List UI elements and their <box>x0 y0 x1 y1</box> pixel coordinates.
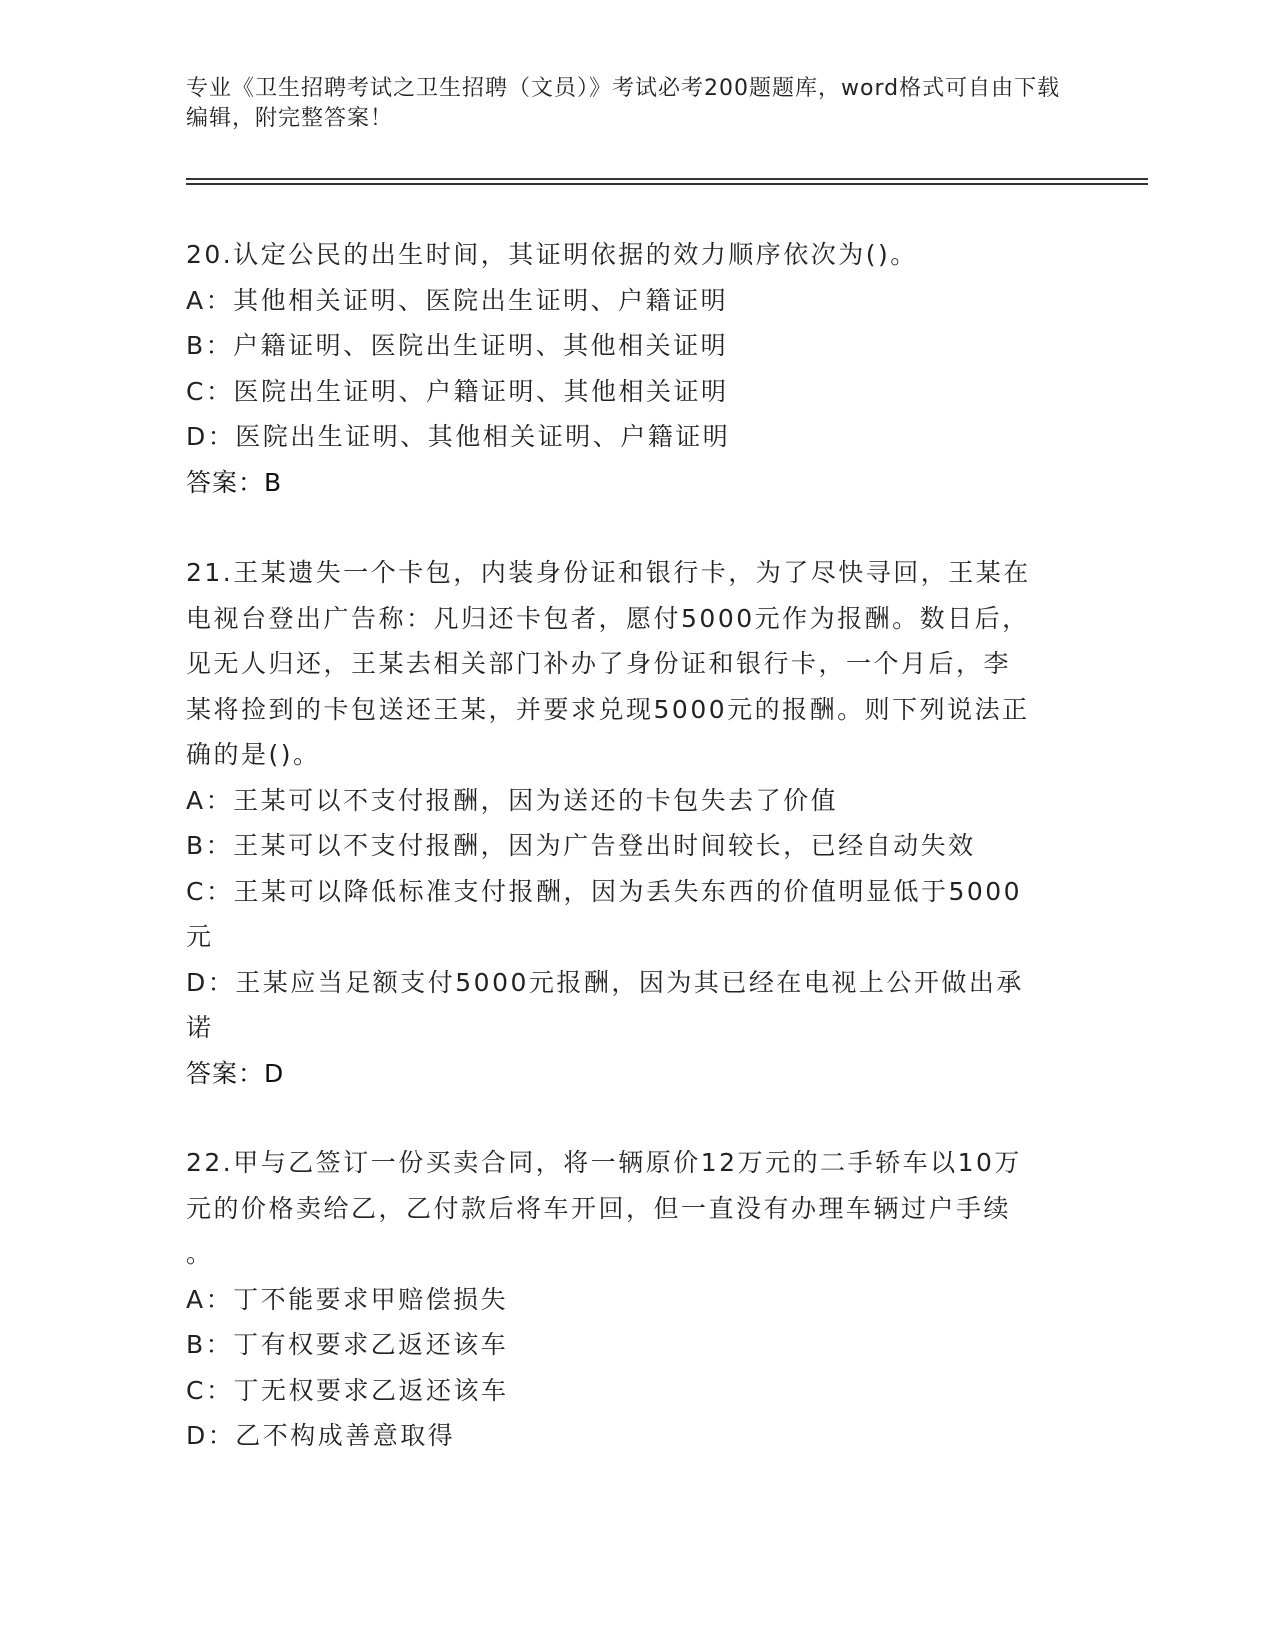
header-divider-top <box>186 178 1148 180</box>
option-d: D：乙不构成善意取得 <box>186 1421 456 1450</box>
option-c: C：王某可以降低标准支付报酬，因为丢失东西的价值明显低于5000 <box>186 876 1023 906</box>
option-b: B：户籍证明、医院出生证明、其他相关证明 <box>186 331 729 360</box>
header-divider-bottom <box>186 183 1148 185</box>
option-a: A：丁不能要求甲赔偿损失 <box>186 1284 509 1314</box>
question-stem-line: 21.王某遗失一个卡包，内装身份证和银行卡，为了尽快寻回，王某在 <box>186 558 1031 587</box>
option-a: A：王某可以不支付报酬，因为送还的卡包失去了价值 <box>186 785 839 815</box>
question-20 <box>186 232 1066 505</box>
option-a: A：其他相关证明、医院出生证明、户籍证明 <box>186 285 729 315</box>
option-d: D：王某应当足额支付5000元报酬，因为其已经在电视上公开做出承 <box>186 967 1024 997</box>
option-c: C：丁无权要求乙返还该车 <box>186 1375 509 1405</box>
header-intro-text: 专业《卫生招聘考试之卫生招聘（文员）》考试必考200题题库，word格式可自由下载编辑，附完整答案！ <box>186 76 1061 131</box>
question-stem-line: 见无人归还，王某去相关部门补办了身份证和银行卡，一个月后，李 <box>186 649 1012 678</box>
question-stem-line: 某将捡到的卡包送还王某，并要求兑现5000元的报酬。则下列说法正 <box>186 694 1030 724</box>
option-b: B：丁有权要求乙返还该车 <box>186 1330 509 1359</box>
question-21 <box>186 550 1066 1096</box>
option-c-continued: 元 <box>186 922 214 951</box>
question-stem-line: 元的价格卖给乙，乙付款后将车开回，但一直没有办理车辆过户手续 <box>186 1193 1012 1223</box>
answer-line: 答案：D <box>186 1058 285 1088</box>
question-22 <box>186 1140 1066 1459</box>
option-d: D：医院出生证明、其他相关证明、户籍证明 <box>186 422 731 451</box>
question-stem-line: 。 <box>186 1239 214 1268</box>
document-header <box>186 74 1066 134</box>
option-b: B：王某可以不支付报酬，因为广告登出时间较长，已经自动失效 <box>186 831 976 860</box>
question-stem-line: 电视台登出广告称：凡归还卡包者，愿付5000元作为报酬。数日后， <box>186 603 1030 633</box>
option-c: C：医院出生证明、户籍证明、其他相关证明 <box>186 376 729 406</box>
question-stem-line: 22.甲与乙签订一份买卖合同，将一辆原价12万元的二手轿车以10万 <box>186 1148 1022 1177</box>
option-d-continued: 诺 <box>186 1013 214 1042</box>
question-stem-line: 确的是()。 <box>186 740 321 769</box>
question-stem-line: 20.认定公民的出生时间，其证明依据的效力顺序依次为()。 <box>186 240 918 269</box>
answer-line: 答案：B <box>186 467 283 497</box>
